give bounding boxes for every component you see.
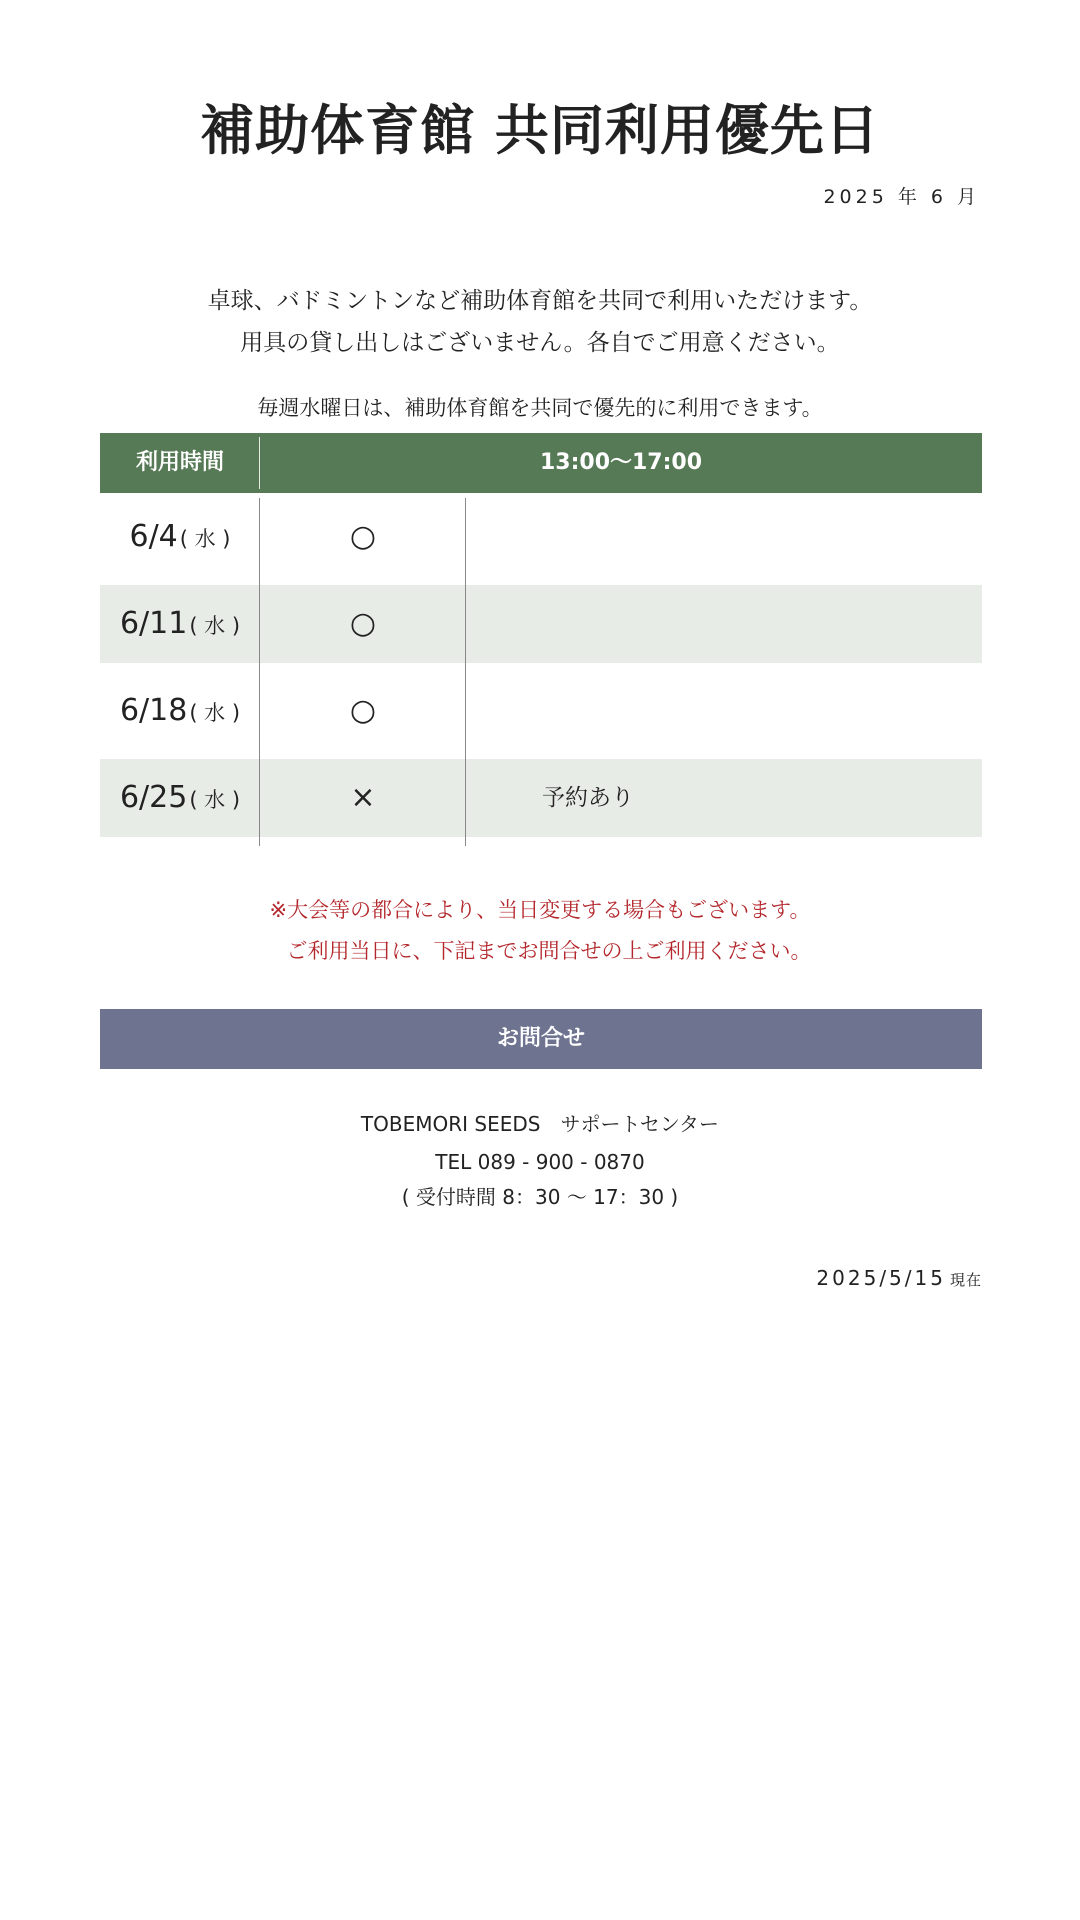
warning-line-2: ご利用当日に、下記までお問合せの上ご利用ください。 (286, 939, 812, 963)
intro-text (0, 280, 1080, 364)
page-title: 補助体育館 共同利用優先日 (200, 99, 880, 162)
row-note (466, 672, 982, 750)
date-text: 6/11 (119, 606, 188, 641)
date-cell (100, 498, 260, 576)
phone-number: TEL 089 - 900 - 0870 (435, 1150, 645, 1174)
row-note: 予約あり (542, 785, 634, 811)
weekday-text: ( 水 ) (189, 788, 241, 812)
schedule-table (100, 433, 982, 846)
as-of-date-value: 2025/5/15 (816, 1266, 946, 1290)
row-note (466, 585, 982, 663)
table-row (100, 672, 982, 750)
as-of-suffix: 現在 (949, 1271, 982, 1289)
availability-mark: ○ (349, 693, 377, 728)
date-cell (100, 585, 260, 663)
weekday-text: ( 水 ) (189, 614, 241, 638)
intro-line-2: 用具の貸し出しはございません。各自でご用意ください。 (240, 330, 840, 356)
contact-heading: お問合せ (100, 1009, 982, 1069)
weekday-text: ( 水 ) (179, 527, 231, 551)
reception-hours: ( 受付時間 8：30 〜 17：30 ) (401, 1185, 679, 1209)
column-divider (259, 498, 260, 846)
table-row (100, 498, 982, 576)
month-label: 2025 年 6 月 (823, 186, 980, 208)
availability-mark: × (350, 780, 376, 815)
header-time: 13:00〜17:00 (539, 450, 703, 475)
date-text: 6/25 (119, 780, 188, 815)
availability-mark: ○ (349, 519, 377, 554)
row-note (466, 498, 982, 576)
table-row (100, 585, 982, 663)
column-divider (465, 498, 466, 846)
availability-mark: ○ (349, 606, 377, 641)
date-cell (100, 672, 260, 750)
change-warning (0, 890, 1080, 972)
table-row (100, 759, 982, 837)
warning-line-1: ※大会等の都合により、当日変更する場合もございます。 (269, 898, 811, 922)
as-of-date (816, 1266, 982, 1290)
support-center-name: TOBEMORI SEEDS サポートセンター (360, 1112, 720, 1136)
header-label: 利用時間 (135, 450, 224, 475)
weekday-text: ( 水 ) (189, 701, 241, 725)
schedule-rows (100, 498, 982, 837)
schedule-header (100, 433, 982, 493)
intro-line-1: 卓球、バドミントンなど補助体育館を共同で利用いただけます。 (207, 288, 873, 314)
date-text: 6/4 (129, 519, 178, 554)
date-text: 6/18 (119, 693, 188, 728)
date-cell (100, 759, 260, 837)
weekly-note: 毎週水曜日は、補助体育館を共同で優先的に利用できます。 (257, 396, 823, 420)
